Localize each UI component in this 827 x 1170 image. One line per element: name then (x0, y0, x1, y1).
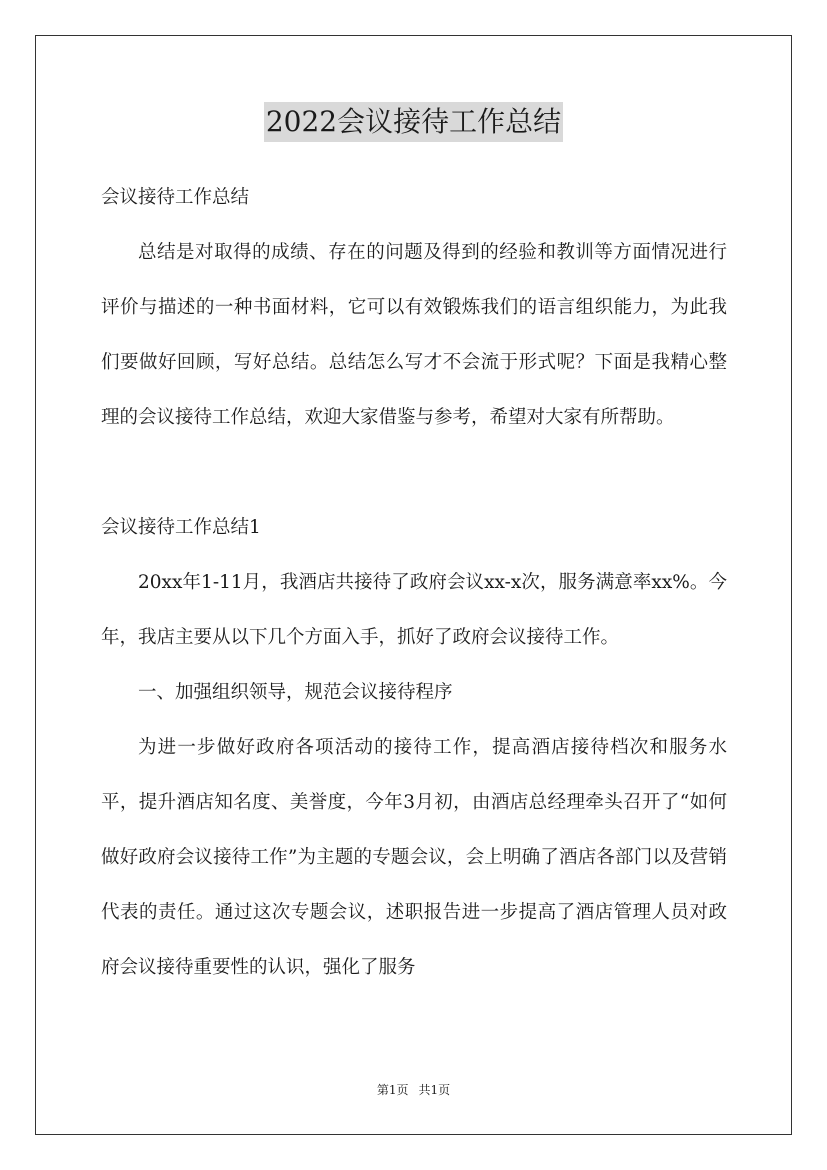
page-footer (0, 1082, 827, 1098)
document-title: 2022会议接待工作总结 (264, 102, 563, 142)
body-paragraph-1: 20xx年1-11月，我酒店共接待了政府会议xx-x次，服务满意率xx%。今年，我店主要从以下几个方面入手，抓好了政府会议接待工作。 (101, 572, 727, 648)
page-number: 第1页 (376, 1083, 409, 1097)
point-heading-1: 一、加强组织领导，规范会议接待程序 (138, 682, 453, 703)
document-body (101, 170, 727, 995)
page-total: 共1页 (418, 1083, 451, 1097)
intro-paragraph: 总结是对取得的成绩、存在的问题及得到的经验和教训等方面情况进行评价与描述的一种书面材料，它可以有效锻炼我们的语言组织能力，为此我们要做好回顾，写好总结。总结怎么写才不会流于形式呢？下面是我精心整理的会议接待工作总结，欢迎大家借鉴与参考，希望对大家有所帮助。 (101, 242, 727, 428)
section-heading: 会议接待工作总结1 (101, 517, 261, 538)
subtitle: 会议接待工作总结 (101, 187, 250, 208)
paragraph-gap (101, 445, 727, 500)
body-paragraph-2: 为进一步做好政府各项活动的接待工作，提高酒店接待档次和服务水平，提升酒店知名度、美誉度，今年3月初，由酒店总经理牵头召开了“如何做好政府会议接待工作”为主题的专题会议，会上明确了酒店各部门以及营销代表的责任。通过这次专题会议，述职报告进一步提高了酒店管理人员对政府会议接待重要性的认识，强化了服务 (101, 737, 727, 978)
title-container (0, 102, 827, 142)
